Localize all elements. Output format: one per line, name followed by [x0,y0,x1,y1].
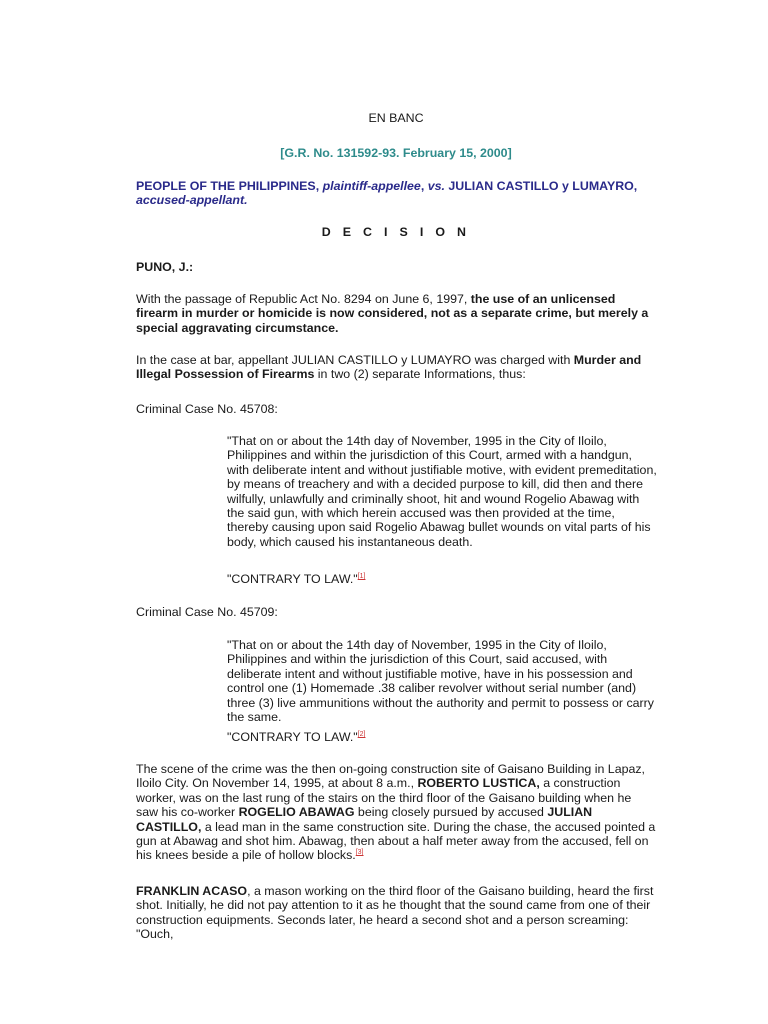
footnote-link-1[interactable]: [1] [357,572,366,580]
footnote-link-2[interactable]: [2] [357,730,366,738]
case-parties: PEOPLE OF THE PHILIPPINES, plaintiff-appellee, vs. JULIAN CASTILLO y LUMAYRO, accused-appellant. [136,179,638,208]
criminal-case-label-1: Criminal Case No. 45708: [136,402,278,416]
information-text-2: "That on or about the 14th day of November, 1995 in the City of Iloilo, Philippines and within the jurisdiction of this Court, said accused, with deliberate intent and without justifiable motive, have in his possession and control one (1) Homemade .38 caliber revolver without serial number (and) three (3) live ammunitions without the authority and permit to possess or carry the same. [227,638,654,725]
decision-title: D E C I S I O N [321,225,471,239]
contrary-to-law-1: "CONTRARY TO LAW."[1] [227,572,366,586]
court-division: EN BANC [368,111,424,125]
paragraph-charges: In the case at bar, appellant JULIAN CASTILLO y LUMAYRO was charged with Murder and Illegal Possession of Firearms in two (2) separate Informations, thus: [136,353,642,382]
case-number: [G.R. No. 131592-93. February 15, 2000] [280,146,512,160]
paragraph-witness-acaso: FRANKLIN ACASO, a mason working on the third floor of the Gaisano building, heard the first shot. Initially, he did not pay attention to it as he thought that the sound came from one of their construction equipments. Seconds later, he heard a second shot and a person screaming: "Ouch, [136,884,654,942]
paragraph-intro: With the passage of Republic Act No. 8294 on June 6, 1997, the use of an unlicensed firearm in murder or homicide is now considered, not as a separate crime, but merely a special aggravating circumstance. [136,292,649,335]
paragraph-crime-scene: The scene of the crime was the then on-going construction site of Gaisano Building in Lapaz, Iloilo City. On November 14, 1995, at about 8 a.m., ROBERTO LUSTICA, a construction worker, was on the last rung of the stairs on the third floor of the Gaisano building when he saw his co-worker ROGELIO ABAWAG being closely pursued by accused JULIAN CASTILLO, a lead man in the same construction site. During the chase, the accused pointed a gun at Abawag and shot him. Abawag, then about a half meter away from the accused, fell on his knees beside a pile of hollow blocks.[3] [136,762,656,863]
contrary-to-law-2: "CONTRARY TO LAW."[2] [227,730,366,744]
footnote-link-3[interactable]: [3] [355,849,364,857]
ponente: PUNO, J.: [136,260,194,274]
criminal-case-label-2: Criminal Case No. 45709: [136,605,278,619]
information-text-1: "That on or about the 14th day of November, 1995 in the City of Iloilo, Philippines and within the jurisdiction of this Court, armed with a handgun, with deliberate intent and without justifiable motive, with evident premeditation, by means of treachery and with a decided purpose to kill, did then and there wilfully, unlawfully and criminally shoot, hit and wound Rogelio Abawag with the said gun, with which herein accused was then provided at the time, thereby causing upon said Rogelio Abawag bullet wounds on vital parts of his body, which caused his instantaneous death. [227,434,657,549]
